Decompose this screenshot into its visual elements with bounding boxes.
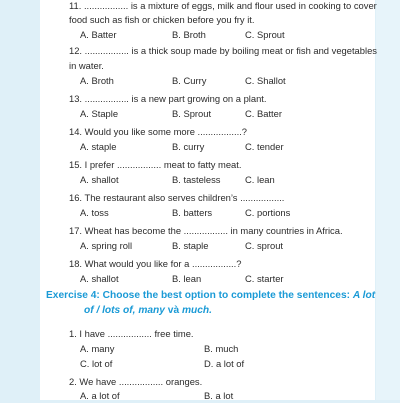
question-16-options	[80, 206, 380, 220]
option-b[interactable]: B. Sprout	[172, 108, 212, 119]
question-18: 18. What would you like for a .................?	[69, 258, 242, 269]
option-a[interactable]: A. Broth	[80, 75, 114, 86]
option-b[interactable]: B. Curry	[172, 75, 207, 86]
exercise-4-title-em3: much.	[181, 305, 212, 316]
page-margin	[376, 0, 400, 400]
question-11-line2: food such as fish or chicken before you fry it.	[69, 14, 255, 25]
question-15-options	[80, 173, 380, 187]
exercise-4-title-line2	[84, 304, 212, 318]
option-b[interactable]: B. lean	[172, 273, 202, 284]
exercise-4-item-2: 2. We have ................. oranges.	[69, 376, 203, 387]
option-a[interactable]: A. toss	[80, 207, 109, 218]
question-11-options	[80, 28, 380, 42]
option-b[interactable]: B. a lot	[204, 390, 234, 401]
exercise-4-title-conj: và	[164, 305, 182, 316]
question-18-options	[80, 272, 380, 286]
option-c[interactable]: C. sprout	[245, 240, 284, 251]
question-12-line1: 12. ................. is a thick soup made by boiling meat or fish and vegetables	[69, 45, 377, 56]
option-c[interactable]: C. lean	[245, 174, 275, 185]
exercise-4-title-em1: A lot	[352, 290, 376, 301]
question-17: 17. Wheat has become the ................. in many countries in Africa.	[69, 225, 343, 236]
exercise-4-item-1-options-row1	[80, 342, 380, 356]
option-c[interactable]: C. starter	[245, 273, 284, 284]
option-a[interactable]: A. many	[80, 343, 115, 354]
option-b[interactable]: B. Broth	[172, 29, 206, 40]
option-a[interactable]: A. shallot	[80, 273, 119, 284]
option-b[interactable]: B. tasteless	[172, 174, 221, 185]
option-c[interactable]: C. Batter	[245, 108, 282, 119]
exercise-4-title-em2: of / lots of, many	[84, 305, 165, 316]
option-a[interactable]: A. staple	[80, 141, 117, 152]
option-b[interactable]: B. staple	[172, 240, 209, 251]
question-12-line2: in water.	[69, 60, 104, 71]
exercise-4-item-1: 1. I have ................. free time.	[69, 328, 194, 339]
option-c[interactable]: C. portions	[245, 207, 291, 218]
question-13-options	[80, 107, 380, 121]
option-c[interactable]: C. Sprout	[245, 29, 285, 40]
question-13: 13. ................. is a new part growing on a plant.	[69, 93, 267, 104]
exercise-4-title	[46, 289, 376, 303]
question-15: 15. I prefer ................. meat to fatty meat.	[69, 159, 242, 170]
option-c[interactable]: C. lot of	[80, 358, 113, 369]
option-b[interactable]: B. curry	[172, 141, 205, 152]
option-c[interactable]: C. Shallot	[245, 75, 286, 86]
option-a[interactable]: A. Staple	[80, 108, 119, 119]
option-a[interactable]: A. shallot	[80, 174, 119, 185]
option-b[interactable]: B. batters	[172, 207, 213, 218]
option-a[interactable]: A. spring roll	[80, 240, 133, 251]
question-14: 14. Would you like some more .................?	[69, 126, 248, 137]
question-12-options	[80, 74, 380, 88]
option-c[interactable]: C. tender	[245, 141, 284, 152]
exercise-4-item-2-options	[80, 389, 380, 403]
exercise-4-title-text: Exercise 4: Choose the best option to complete the sentences:	[46, 290, 353, 301]
question-14-options	[80, 140, 380, 154]
question-16: 16. The restaurant also serves children’s .................	[69, 192, 285, 203]
option-a[interactable]: A. a lot of	[80, 390, 120, 401]
exercise-4-item-1-options-row2	[80, 357, 380, 371]
option-d[interactable]: D. a lot of	[204, 358, 245, 369]
option-a[interactable]: A. Batter	[80, 29, 117, 40]
question-11-line1: 11. ................. is a mixture of eggs, milk and flour used in cooking to cover	[69, 0, 377, 11]
option-b[interactable]: B. much	[204, 343, 239, 354]
question-17-options	[80, 239, 380, 253]
